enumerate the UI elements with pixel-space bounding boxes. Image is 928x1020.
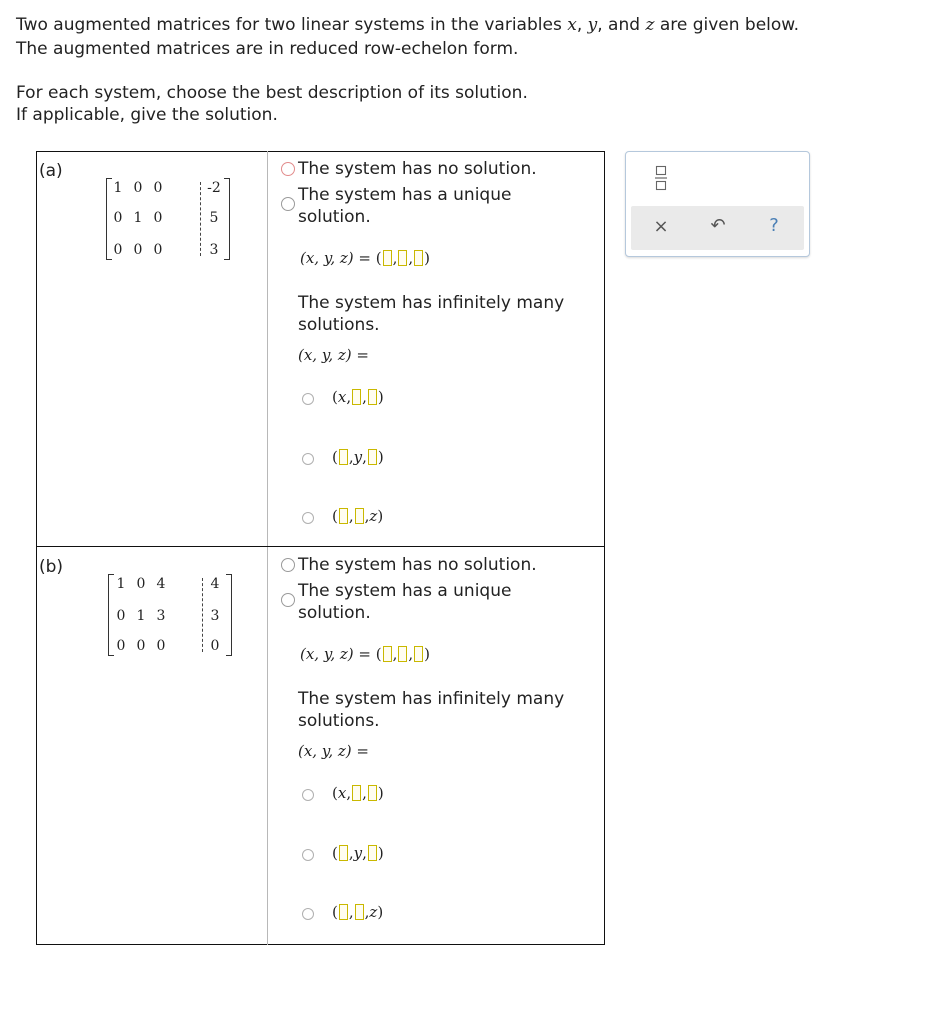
matrix-cell: 0 [133,242,143,258]
matrix-cell: 0 [133,180,143,196]
matrix-cell: 0 [156,638,166,654]
part-b-no-solution-radio[interactable] [281,558,295,572]
unique-y-input[interactable] [398,646,407,662]
unique-y-input[interactable] [398,250,407,266]
matrix-cell: 1 [113,180,123,196]
part-a-matrix [106,178,230,260]
param-input[interactable] [339,508,348,524]
matrix-cell: -2 [207,180,221,196]
param-input[interactable] [355,508,364,524]
math-toolbox [625,151,810,257]
part-b-infinite-lhs: (x, y, z) = [298,742,369,760]
help-icon[interactable]: ? [769,215,779,236]
matrix-cell: 1 [136,608,146,624]
matrix-cell: 3 [156,608,166,624]
param-input[interactable] [352,389,361,405]
param-input[interactable] [368,389,377,405]
part-b-matrix [108,574,232,656]
equals-sign: = [358,645,371,663]
matrix-cell: 0 [210,638,220,654]
matrix-cell: 0 [116,608,126,624]
matrix-right-bracket [226,574,232,656]
part-a-param-y-answer: ( ,y, ) [332,448,384,466]
column-divider [267,151,268,945]
matrix-cell: 0 [153,210,163,226]
unique-z-input[interactable] [414,250,423,266]
param-input[interactable] [368,449,377,465]
part-b-infinite-label-2[interactable]: solutions. [298,711,380,731]
matrix-cell: 0 [136,576,146,592]
matrix-right-bracket [224,178,230,260]
fraction-icon[interactable] [654,165,668,191]
unique-lhs: (x, y, z) [300,645,354,663]
param-input[interactable] [339,845,348,861]
part-b-no-solution-label[interactable]: The system has no solution. [298,555,537,575]
matrix-cell: 0 [153,242,163,258]
matrix-cell: 0 [113,210,123,226]
intro-line-2: The augmented matrices are in reduced row-echelon form. [16,39,519,59]
part-b-param-x-radio[interactable] [302,789,314,801]
matrix-cell: 0 [113,242,123,258]
matrix-cell: 0 [116,638,126,654]
matrix-cell: 4 [210,576,220,592]
augment-divider [200,182,201,256]
question-table [36,151,605,945]
matrix-cell: 3 [210,608,220,624]
part-a-unique-radio[interactable] [281,197,295,211]
part-a-param-x-radio[interactable] [302,393,314,405]
param-input[interactable] [352,785,361,801]
unique-z-input[interactable] [414,646,423,662]
param-input[interactable] [339,904,348,920]
part-a-param-z-radio[interactable] [302,512,314,524]
toolbox-strip [631,206,804,250]
part-a-infinite-lhs: (x, y, z) = [298,346,369,364]
part-b-unique-label-2[interactable]: solution. [298,603,371,623]
undo-icon[interactable]: ↶ [710,215,726,236]
matrix-cell: 0 [153,180,163,196]
matrix-cell: 4 [156,576,166,592]
part-a-unique-answer: (x, y, z) = ( , , ) [300,249,431,267]
part-b-unique-answer: (x, y, z) = ( , , ) [300,645,431,663]
param-input[interactable] [339,449,348,465]
part-a-label: (a) [39,161,63,181]
intro-line-4: If applicable, give the solution. [16,105,278,125]
unique-x-input[interactable] [383,250,392,266]
param-input[interactable] [368,845,377,861]
part-b-label: (b) [39,557,64,577]
part-a-unique-label-1[interactable]: The system has a unique [298,185,512,205]
row-divider [36,546,605,547]
part-b-param-y-radio[interactable] [302,849,314,861]
param-input[interactable] [355,904,364,920]
matrix-cell: 1 [133,210,143,226]
augment-divider [202,578,203,652]
part-a-unique-label-2[interactable]: solution. [298,207,371,227]
intro-line-3: For each system, choose the best description of its solution. [16,83,528,103]
matrix-cell: 1 [116,576,126,592]
part-a-param-x-answer: (x, , ) [332,388,384,406]
part-a-infinite-label-2[interactable]: solutions. [298,315,380,335]
part-b-param-z-answer: ( , ,z) [332,903,384,921]
part-a-no-solution-label[interactable]: The system has no solution. [298,159,537,179]
part-a-no-solution-radio[interactable] [281,162,295,176]
part-a-infinite-label-1[interactable]: The system has infinitely many [298,293,565,313]
unique-x-input[interactable] [383,646,392,662]
part-b-param-x-answer: (x, , ) [332,784,384,802]
equals-sign: = [358,249,371,267]
part-a-param-y-radio[interactable] [302,453,314,465]
param-input[interactable] [368,785,377,801]
matrix-cell: 3 [209,242,219,258]
matrix-cell: 0 [136,638,146,654]
part-b-unique-label-1[interactable]: The system has a unique [298,581,512,601]
part-b-unique-radio[interactable] [281,593,295,607]
matrix-cell: 5 [209,210,219,226]
part-b-infinite-label-1[interactable]: The system has infinitely many [298,689,565,709]
intro-line-1: Two augmented matrices for two linear systems in the variables x, y, and z are given below. [16,15,800,35]
clear-icon[interactable]: × [653,216,669,237]
part-b-param-y-answer: ( ,y, ) [332,844,384,862]
part-a-param-z-answer: ( , ,z) [332,507,384,525]
part-b-param-z-radio[interactable] [302,908,314,920]
unique-lhs: (x, y, z) [300,249,354,267]
